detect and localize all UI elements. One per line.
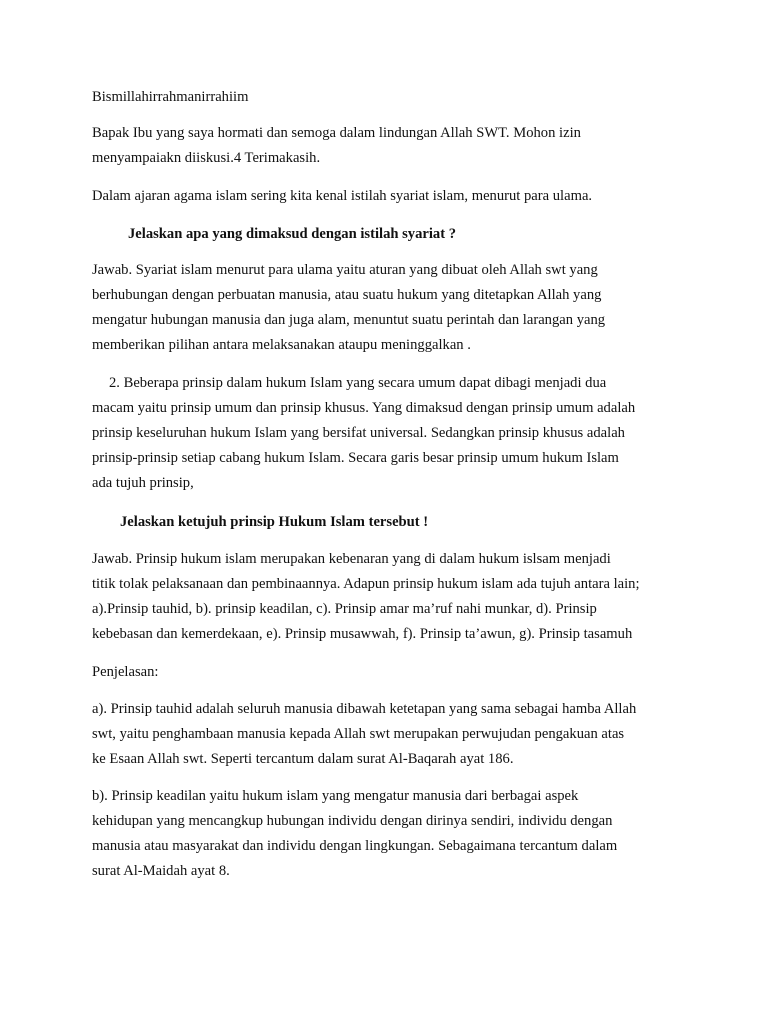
point-2-paragraph [92,371,692,496]
point-2-line-1: 2. Beberapa prinsip dalam hukum Islam yang secara umum dapat dibagi menjadi dua [109,375,607,391]
answer-1-line-1: Jawab. Syariat islam menurut para ulama yaitu aturan yang dibuat oleh Allah swt yang [92,262,598,278]
explanation-a-line-2: swt, yaitu penghambaan manusia kepada Allah swt merupakan perwujudan pengakuan atas [92,726,625,742]
answer-2-line-3: a).Prinsip tauhid, b). prinsip keadilan, c). Prinsip amar ma’ruf nahi munkar, d). Prinsip [92,601,597,617]
answer-2-line-4: kebebasan dan kemerdekaan, e). Prinsip musawwah, f). Prinsip ta’awun, g). Prinsip tasamuh [92,626,633,642]
point-2-line-3: prinsip keseluruhan hukum Islam yang bersifat universal. Sedangkan prinsip khusus adalah [92,425,625,441]
intro-line: Dalam ajaran agama islam sering kita kenal istilah syariat islam, menurut para ulama. [92,188,593,204]
question-2-text: Jelaskan ketujuh prinsip Hukum Islam tersebut ! [120,514,429,530]
greeting-line-1: Bapak Ibu yang saya hormati dan semoga dalam lindungan Allah SWT. Mohon izin [92,125,581,141]
opening-line [92,85,692,110]
opening-text: Bismillahirrahmanirrahiim [92,89,249,105]
explanation-a-line-1: a). Prinsip tauhid adalah seluruh manusia dibawah ketetapan yang sama sebagai hamba Allah [92,701,637,717]
explanation-label-line [92,660,692,685]
answer-2-line-1: Jawab. Prinsip hukum islam merupakan kebenaran yang di dalam hukum islsam menjadi [92,551,611,567]
point-2-line-2: macam yaitu prinsip umum dan prinsip khusus. Yang dimaksud dengan prinsip umum adalah [92,400,636,416]
answer-2-line-2: titik tolak pelaksanaan dan pembinaannya. Adapun prinsip hukum islam ada tujuh antara lain; [92,576,640,592]
greeting-line-2: menyampaiakn diiskusi.4 Terimakasih. [92,150,321,166]
point-2-line-4: prinsip-prinsip setiap cabang hukum Islam. Secara garis besar prinsip umum hukum Islam [92,450,619,466]
question-2-heading [120,510,720,535]
explanation-b-line-4: surat Al-Maidah ayat 8. [92,863,230,879]
intro-paragraph [92,184,692,209]
explanation-b-line-1: b). Prinsip keadilan yaitu hukum islam yang mengatur manusia dari berbagai aspek [92,788,579,804]
answer-1-line-2: berhubungan dengan perbuatan manusia, atau suatu hukum yang ditetapkan Allah yang [92,287,602,303]
explanation-b-line-2: kehidupan yang mencangkup hubungan individu dengan dirinya sendiri, individu dengan [92,813,613,829]
question-1-text: Jelaskan apa yang dimaksud dengan istilah syariat ? [128,226,457,242]
question-1-heading [128,222,728,247]
answer-1-line-4: memberikan pilihan antara melaksanakan ataupu meninggalkan . [92,337,471,353]
explanation-b-paragraph [92,784,692,884]
answer-1-line-3: mengatur hubungan manusia dan juga alam, menuntut suatu perintah dan larangan yang [92,312,606,328]
point-2-line-5: ada tujuh prinsip, [92,475,194,491]
greeting-paragraph [92,121,692,171]
explanation-a-line-3: ke Esaan Allah swt. Seperti tercantum dalam surat Al-Baqarah ayat 186. [92,751,514,767]
answer-1-paragraph [92,258,692,358]
explanation-a-paragraph [92,697,692,772]
answer-2-paragraph [92,547,692,647]
explanation-label: Penjelasan: [92,664,159,680]
explanation-b-line-3: manusia atau masyarakat dan individu dengan lingkungan. Sebagaimana tercantum dalam [92,838,618,854]
